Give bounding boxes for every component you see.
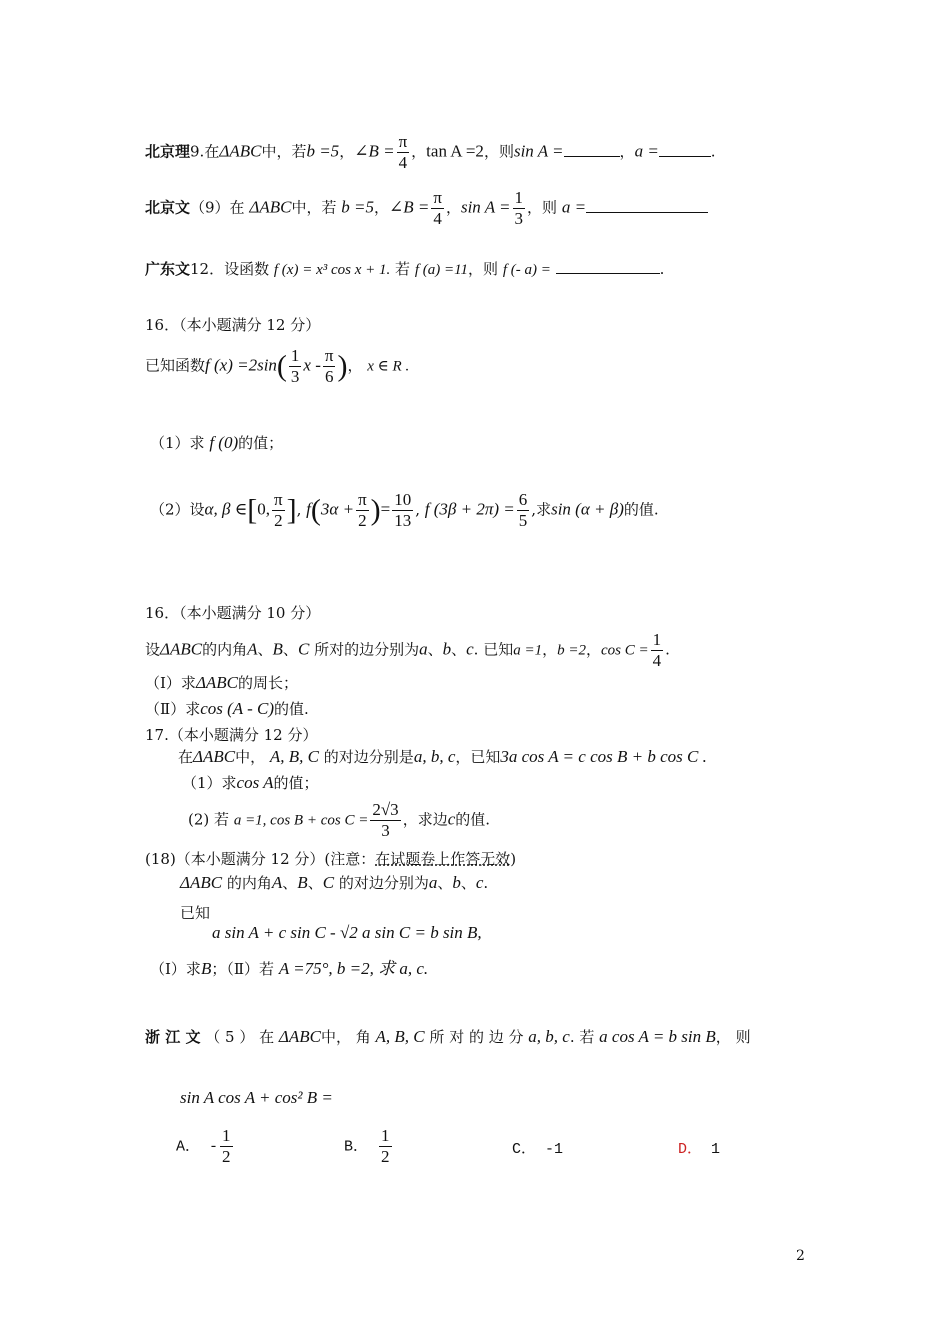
q18-given: 已知 a sin A + c sin C - √2 a sin C = b sin B, bbox=[180, 904, 482, 942]
problem-zhejiang-arts-5: 浙 江 文 （ 5 ） 在 ΔABC中， 角 A, B, C 所 对 的 边 分 a, b, c. 若 a cos A = b sin B， 则 bbox=[145, 1027, 751, 1046]
problem-guangdong-arts-12: 广东文12．设函数 f (x) = x³ cos x + 1. 若 f (a) =11，则 f (- a) = . bbox=[145, 260, 665, 278]
q16b-part2: （Ⅱ）求cos (A - C)的值. bbox=[145, 699, 309, 718]
q17-statement: 在ΔABC中， A, B, C 的对边分别是a, b, c，已知3a cos A = c cos B + b cos C . bbox=[178, 747, 707, 766]
q18-parts: （Ⅰ）求B；（Ⅱ）若 A =75°, b =2, 求 a, c. bbox=[150, 959, 429, 978]
q17-part1: （1）求cos A的值； bbox=[182, 773, 319, 792]
answer-blank bbox=[586, 211, 708, 213]
option-c: C． -1 bbox=[512, 1141, 564, 1158]
q17-part2: (2) 若 a =1, cos B + cos C = $\frac{2√3}{3}$ ，求边c的值. bbox=[188, 800, 491, 840]
q18-statement: ΔABC 的内角A、B、C 的对边分别为a、b、c. bbox=[180, 873, 489, 892]
source-tag: 广东文 bbox=[145, 260, 191, 278]
q16a-part1: （1）求 f (0)的值； bbox=[150, 433, 284, 452]
option-a: A． - $\frac{1}{2}$ bbox=[176, 1126, 231, 1166]
source-tag: 北京文 bbox=[145, 198, 191, 217]
q16b-statement: 设ΔABC的内角A、B、C 所对的边分别为a、b、c. 已知a =1，b =2，cos C = $\frac{1}{4}$ . bbox=[145, 630, 670, 670]
problem-beijing-arts-9: 北京文（9）在 ΔABC中，若 b =5，∠B = $\frac{\pi}{4}$ ，sin A = $\frac{1}{3}$ ，则 a = bbox=[145, 188, 708, 229]
answer-blank bbox=[659, 155, 711, 157]
answer-blank bbox=[556, 272, 660, 274]
problem-zhejiang-expression: sin A cos A + cos² B = bbox=[180, 1088, 333, 1107]
page-number: 2 bbox=[796, 1248, 805, 1264]
answer-blank bbox=[564, 155, 620, 157]
option-d: D． 1 bbox=[678, 1141, 721, 1158]
source-tag: 浙 江 文 bbox=[145, 1028, 201, 1046]
q16b-heading: 16．（本小题满分 10 分） bbox=[145, 604, 321, 622]
q16a-part2: （2）设α, β ∈[0, $\frac{\pi}{2}$ ], f(3α + $\frac{\pi}{2}$ )= $\frac{10}{13}$ , f (3β + 2π) = $\frac{6}{5}$ ,求sin (α + β)的值. bbox=[150, 490, 659, 530]
q17-heading: 17.（本小题满分 12 分） bbox=[145, 726, 318, 744]
option-b: B． $\frac{1}{2}$ bbox=[344, 1126, 390, 1166]
source-tag: 北京理 bbox=[145, 142, 191, 161]
dotted-emphasis: 在试题卷上作答无效 bbox=[375, 850, 511, 868]
q16a-function: 已知函数f (x) =2sin( $\frac{1}{3}$ x - $\frac{\pi}{6}$ )， x ∈ R . bbox=[145, 346, 410, 386]
problem-beijing-science-9: 北京理9.在ΔABC中，若b =5，∠B = $\frac{\pi}{4}$ ，tan A =2，则sin A = ，a = . bbox=[145, 132, 716, 172]
q18-heading: (18)（本小题满分 12 分）(注意：在试题卷上作答无效) bbox=[145, 850, 517, 868]
q16b-part1: （Ⅰ）求ΔABC的周长； bbox=[145, 673, 299, 692]
q16a-heading: 16．（本小题满分 12 分） bbox=[145, 316, 321, 334]
correct-answer-label: D． bbox=[678, 1141, 703, 1158]
